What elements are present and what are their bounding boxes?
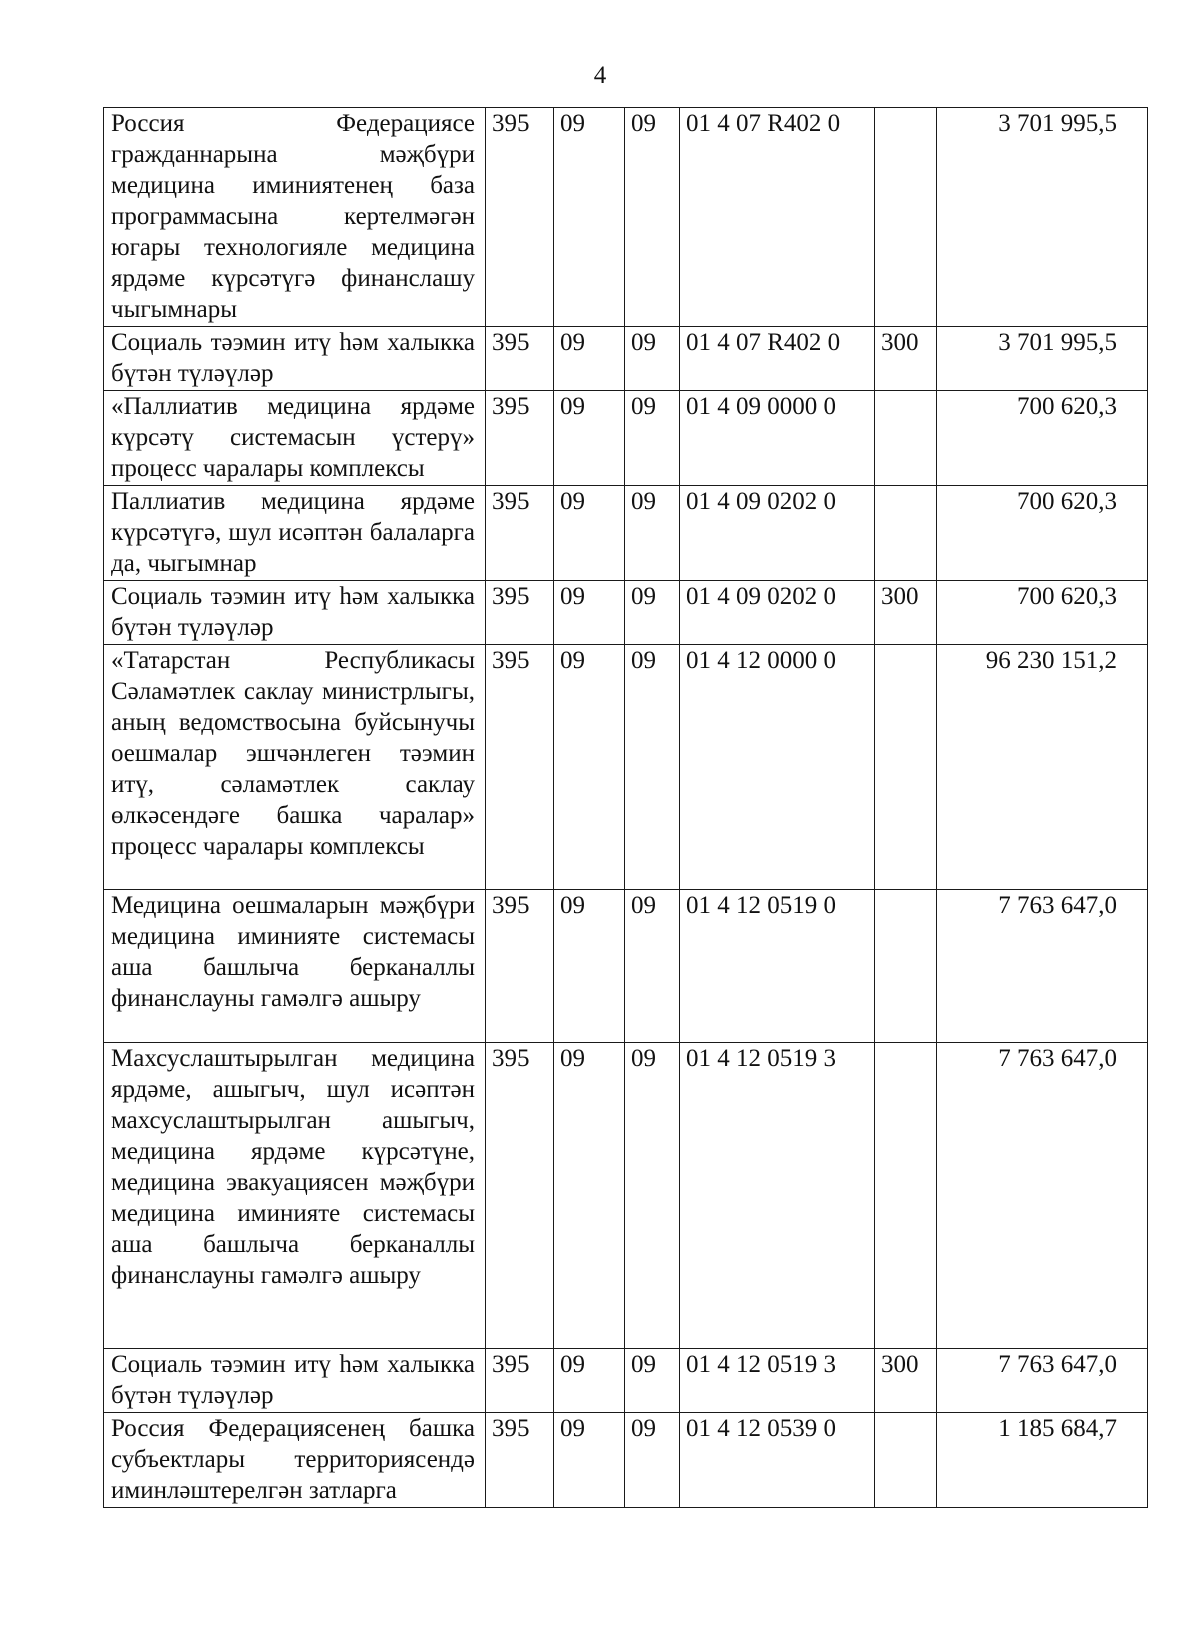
- expense-type-code: [875, 645, 937, 890]
- amount: 1 185 684,7: [937, 1413, 1148, 1508]
- subsection-code: 09: [625, 1413, 680, 1508]
- table-row: [104, 108, 1148, 327]
- subsection-code: 09: [625, 391, 680, 486]
- expense-type-code: 300: [875, 581, 937, 645]
- budget-table: [103, 107, 1148, 1508]
- expense-type-code: [875, 391, 937, 486]
- target-code: 01 4 07 R402 0: [680, 327, 875, 391]
- subsection-code: 09: [625, 486, 680, 581]
- expense-type-code: [875, 890, 937, 1043]
- row-name: «Паллиатив медицина ярдәме күрсәтү системасын үстерү» процесс чаралары комплексы: [104, 391, 486, 486]
- table-row: [104, 486, 1148, 581]
- subsection-code: 09: [625, 108, 680, 327]
- target-code: 01 4 12 0519 0: [680, 890, 875, 1043]
- table-row: [104, 1043, 1148, 1349]
- expense-type-code: 300: [875, 1349, 937, 1413]
- amount: 700 620,3: [937, 581, 1148, 645]
- subsection-code: 09: [625, 581, 680, 645]
- section-code: 09: [554, 645, 625, 890]
- ministry-code: 395: [486, 1413, 554, 1508]
- expense-type-code: [875, 108, 937, 327]
- section-code: 09: [554, 391, 625, 486]
- section-code: 09: [554, 1043, 625, 1349]
- amount: 3 701 995,5: [937, 327, 1148, 391]
- table-row: [104, 1349, 1148, 1413]
- row-name: Медицина оешмаларын мәҗбүри медицина иминияте системасы аша башлыча берканаллы финанслауны гамәлгә ашыру: [104, 890, 486, 1043]
- target-code: 01 4 09 0202 0: [680, 486, 875, 581]
- amount: 700 620,3: [937, 486, 1148, 581]
- section-code: 09: [554, 486, 625, 581]
- section-code: 09: [554, 1349, 625, 1413]
- subsection-code: 09: [625, 890, 680, 1043]
- table-row: [104, 391, 1148, 486]
- expense-type-code: 300: [875, 327, 937, 391]
- expense-type-code: [875, 1043, 937, 1349]
- amount: 7 763 647,0: [937, 1043, 1148, 1349]
- row-name: Махсуслаштырылган медицина ярдәме, ашыгыч, шул исәптән махсуслаштырылган ашыгыч, медицина ярдәме күрсәтүне, медицина эвакуациясен мәҗбүри медицина иминияте системасы аша башлыча берканаллы финанслауны гамәлгә ашыру: [104, 1043, 486, 1349]
- row-name: Россия Федерациясенең башка субъектлары территориясендә иминләштерелгән затларга: [104, 1413, 486, 1508]
- row-name: Социаль тәэмин итү һәм халыкка бүтән түләүләр: [104, 581, 486, 645]
- target-code: 01 4 07 R402 0: [680, 108, 875, 327]
- target-code: 01 4 09 0202 0: [680, 581, 875, 645]
- subsection-code: 09: [625, 327, 680, 391]
- row-name: Социаль тәэмин итү һәм халыкка бүтән түләүләр: [104, 327, 486, 391]
- table-row: [104, 327, 1148, 391]
- subsection-code: 09: [625, 645, 680, 890]
- target-code: 01 4 09 0000 0: [680, 391, 875, 486]
- row-name: «Татарстан Республикасы Сәламәтлек саклау министрлыгы, аның ведомствосына буйсынучы оешмалар эшчәнлеген тәэмин итү, сәламәтлек саклау өлкәсендәге башка чаралар» процесс чаралары комплексы: [104, 645, 486, 890]
- table-row: [104, 890, 1148, 1043]
- target-code: 01 4 12 0539 0: [680, 1413, 875, 1508]
- ministry-code: 395: [486, 645, 554, 890]
- page-number: 4: [593, 62, 607, 89]
- row-name: Паллиатив медицина ярдәме күрсәтүгә, шул исәптән балаларга да, чыгымнар: [104, 486, 486, 581]
- ministry-code: 395: [486, 108, 554, 327]
- ministry-code: 395: [486, 581, 554, 645]
- section-code: 09: [554, 1413, 625, 1508]
- target-code: 01 4 12 0519 3: [680, 1349, 875, 1413]
- ministry-code: 395: [486, 486, 554, 581]
- section-code: 09: [554, 581, 625, 645]
- table-row: [104, 645, 1148, 890]
- ministry-code: 395: [486, 327, 554, 391]
- subsection-code: 09: [625, 1043, 680, 1349]
- amount: 3 701 995,5: [937, 108, 1148, 327]
- amount: 96 230 151,2: [937, 645, 1148, 890]
- ministry-code: 395: [486, 1043, 554, 1349]
- section-code: 09: [554, 108, 625, 327]
- section-code: 09: [554, 327, 625, 391]
- amount: 7 763 647,0: [937, 1349, 1148, 1413]
- amount: 700 620,3: [937, 391, 1148, 486]
- subsection-code: 09: [625, 1349, 680, 1413]
- row-name: Социаль тәэмин итү һәм халыкка бүтән түләүләр: [104, 1349, 486, 1413]
- table-row: [104, 581, 1148, 645]
- expense-type-code: [875, 486, 937, 581]
- row-name: Россия Федерациясе гражданнарына мәҗбүри медицина иминиятенең база программасына кертелмәгән югары технологияле медицина ярдәме күрсәтүгә финанслашу чыгымнары: [104, 108, 486, 327]
- section-code: 09: [554, 890, 625, 1043]
- ministry-code: 395: [486, 890, 554, 1043]
- target-code: 01 4 12 0519 3: [680, 1043, 875, 1349]
- target-code: 01 4 12 0000 0: [680, 645, 875, 890]
- ministry-code: 395: [486, 1349, 554, 1413]
- amount: 7 763 647,0: [937, 890, 1148, 1043]
- ministry-code: 395: [486, 391, 554, 486]
- expense-type-code: [875, 1413, 937, 1508]
- table-row: [104, 1413, 1148, 1508]
